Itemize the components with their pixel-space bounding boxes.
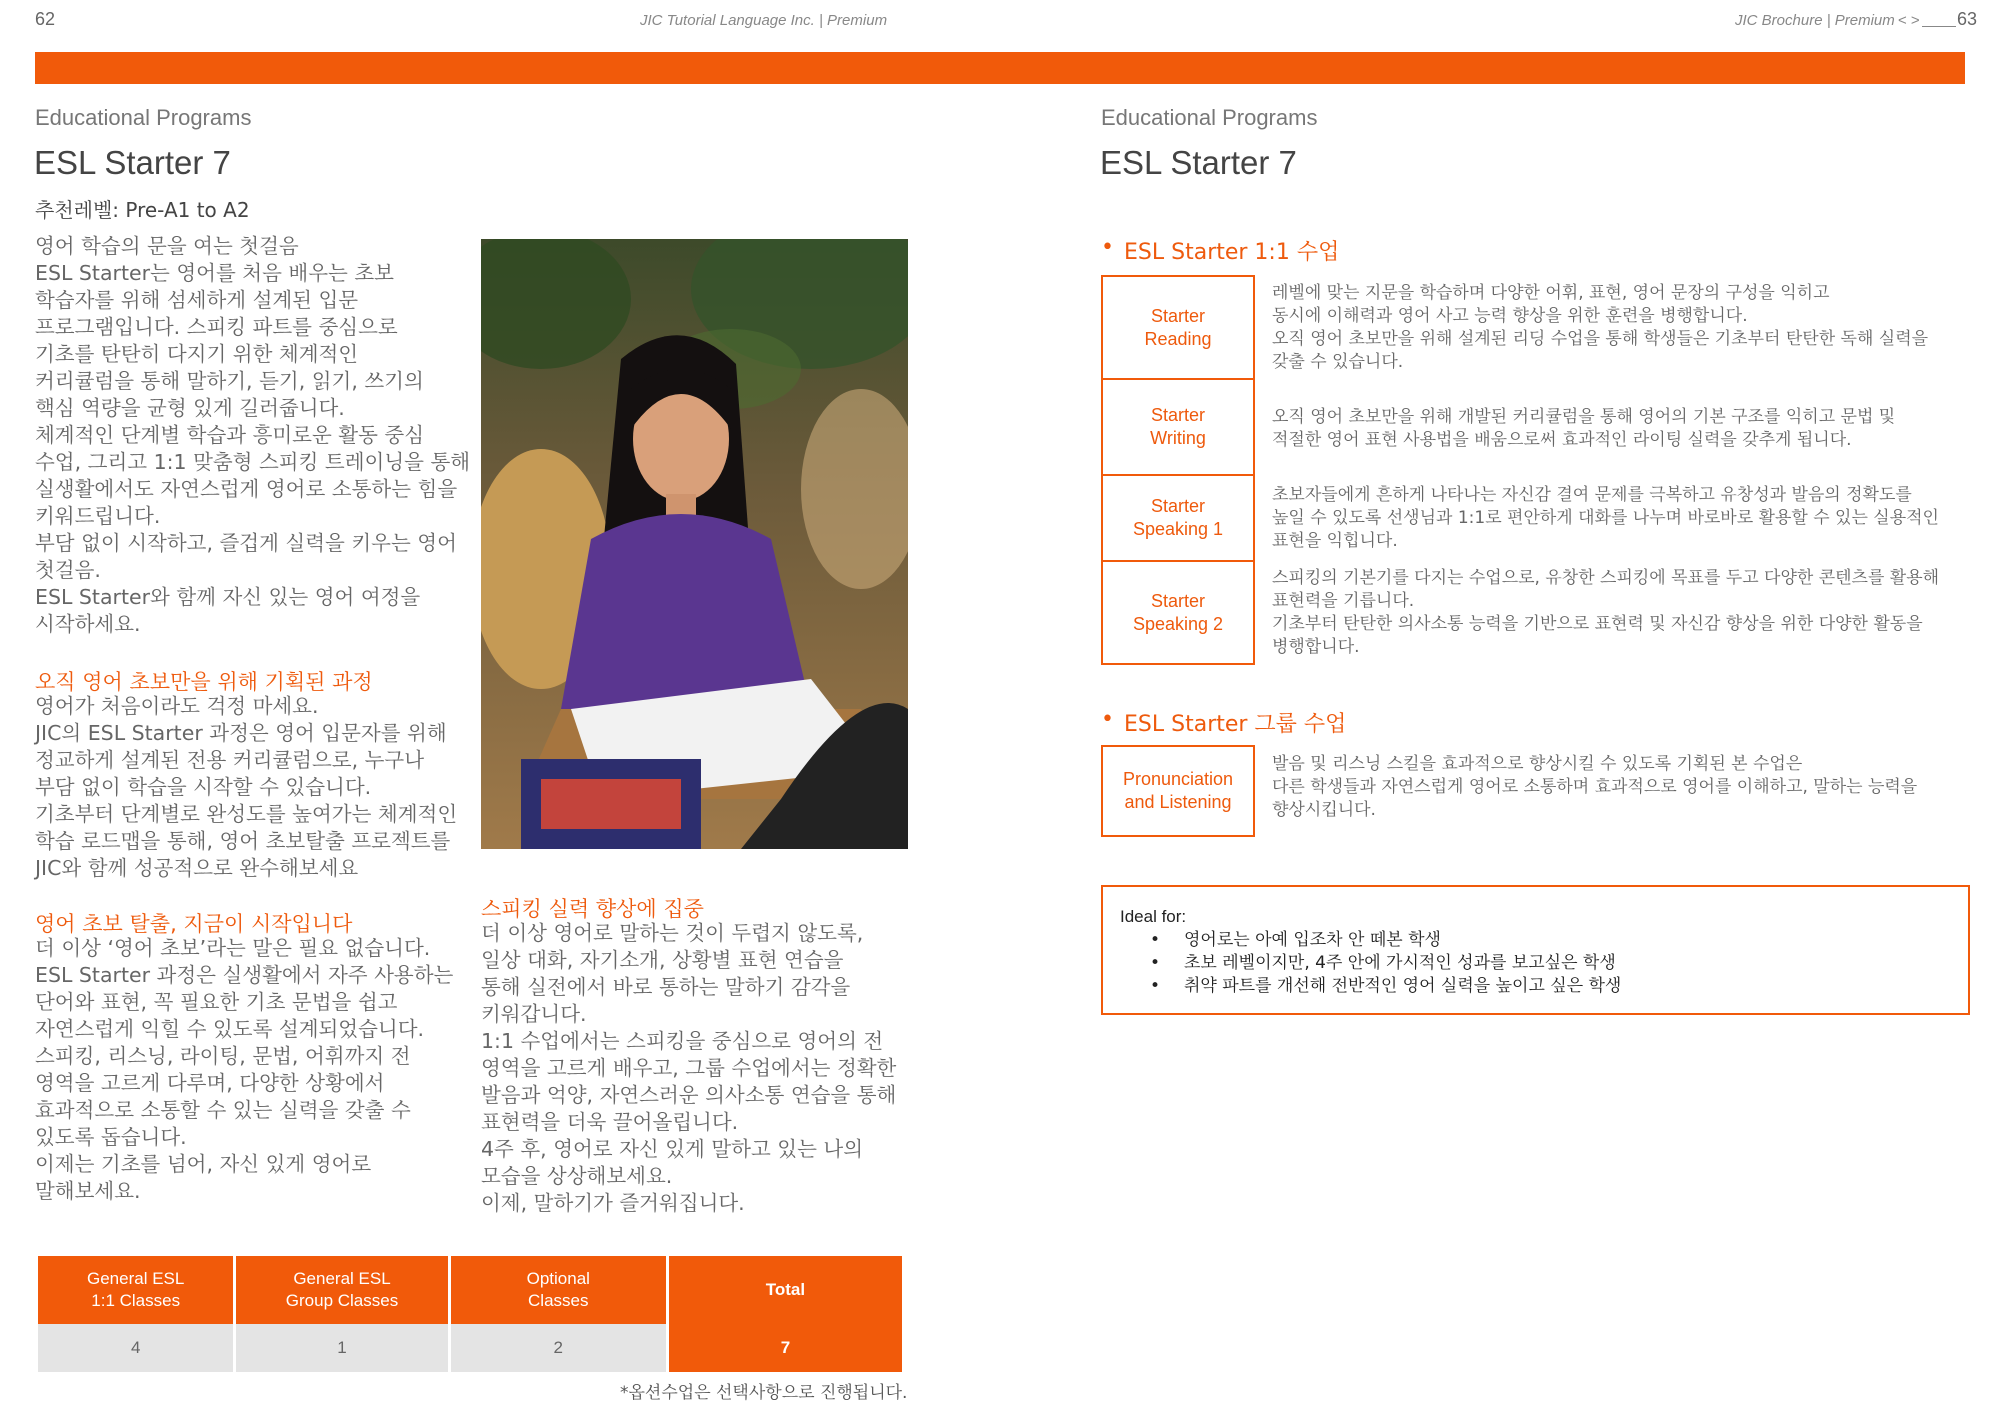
table-header-cell: General ESL 1:1 Classes <box>38 1256 233 1324</box>
right-section-label: Educational Programs <box>1101 105 1318 130</box>
table-header-total: Total <box>669 1256 902 1324</box>
class-desc-speaking-2: 스피킹의 기본기를 다지는 수업으로, 유창한 스피킹에 목표를 두고 다양한 콘텐츠를 활용해 표현력을 기릅니다. 기초부터 탄탄한 의사소통 능력을 기반으로 표현력 및 자신감 향상을 위한 다양한 활동을 병행합니다. <box>1272 568 1940 657</box>
optional-class-note: *옵션수업은 선택사항으로 진행됩니다. <box>620 1383 908 1403</box>
recommended-level: 추천레벨: Pre-A1 to A2 <box>35 198 250 222</box>
table-row <box>38 1324 902 1372</box>
table-cell: 4 <box>38 1324 233 1372</box>
class-desc-speaking-1: 초보자들에게 흔하게 나타나는 자신감 결여 문제를 극복하고 유창성과 발음의 정확도를 높일 수 있도록 선생님과 1:1로 편안하게 대화를 나누며 바로바로 활용할 수 있는 실용적인 표현을 익힙니다. <box>1272 485 1939 551</box>
one-on-one-heading: ESL Starter 1:1 수업 <box>1124 240 1340 265</box>
list-item: • 취약 파트를 개선해 전반적인 영어 실력을 높이고 싶은 학생 <box>1184 975 1621 998</box>
left-section-label: Educational Programs <box>35 105 252 130</box>
right-running-header: JIC Brochure | Premium <box>1735 12 1895 29</box>
ideal-for-title: Ideal for: <box>1120 907 1187 926</box>
class-starter-writing: Starter Writing <box>1101 378 1255 476</box>
page-nav-arrows[interactable]: < > <box>1898 12 1920 29</box>
class-starter-speaking-1: Starter Speaking 1 <box>1101 474 1255 562</box>
class-count-table <box>35 1256 905 1372</box>
class-pronunciation-listening: Pronunciation and Listening <box>1101 745 1255 837</box>
class-starter-reading: Starter Reading <box>1101 275 1255 380</box>
right-page-title: ESL Starter 7 <box>1100 144 1297 181</box>
ideal-for-list <box>1144 929 1621 998</box>
bullet-icon: • <box>1101 235 1114 260</box>
section-heading-speaking: 스피킹 실력 향상에 집중 <box>481 897 704 921</box>
section-body-speaking: 더 이상 영어로 말하는 것이 두렵지 않도록, 일상 대화, 자기소개, 상황별 표현 연습을 통해 실전에서 바로 통하는 말하기 감각을 키워갑니다. 1:1 수업에서는 스피킹을 중심으로 영어의 전 영역을 고르게 배우고, 그룹 수업에서는 정확한 발음과 억양, 자연스러운 의사소통 연습을 통해 표현력을 더욱 끌어올립니다. 4주 후, 영어로 자신 있게 말하고 있는 나의 모습을 상상해보세요. 이제, 말하기가 즐거워집니다. <box>481 921 897 1215</box>
bullet-icon: • <box>1101 707 1114 732</box>
class-desc-reading: 레벨에 맞는 지문을 학습하며 다양한 어휘, 표현, 영어 문장의 구성을 익히고 동시에 이해력과 영어 사고 능력 향상을 위한 훈련을 병행합니다. 오직 영어 초보만을 위해 설계된 리딩 수업을 통해 학생들은 기초부터 탄탄한 독해 실력을 갖출 수 있습니다. <box>1272 283 1929 372</box>
class-starter-speaking-2: Starter Speaking 2 <box>1101 560 1255 665</box>
section-heading-escape: 영어 초보 탈출, 지금이 시작입니다 <box>35 912 353 936</box>
left-running-header: JIC Tutorial Language Inc. | Premium <box>640 12 888 29</box>
section-body-escape: 더 이상 ‘영어 초보’라는 말은 필요 없습니다. ESL Starter 과정은 실생활에서 자주 사용하는 단어와 표현, 꼭 필요한 기초 문법을 쉽고 자연스럽게 익힐 수 있도록 설계되었습니다. 스피킹, 리스닝, 라이팅, 문법, 어휘까지 전 영역을 고르게 다루며, 다양한 상황에서 효과적으로 소통할 수 있는 실력을 갖출 수 있도록 돕습니다. 이제는 기초를 넘어, 자신 있게 영어로 말해보세요. <box>35 936 454 1203</box>
section-body-beginners: 영어가 처음이라도 걱정 마세요. JIC의 ESL Starter 과정은 영어 입문자를 위해 정교하게 설계된 전용 커리큘럼으로, 누구나 부담 없이 학습을 시작할 수 있습니다. 기초부터 단계별로 완성도를 높여가는 체계적인 학습 로드맵을 통해, 영어 초보탈출 프로젝트를 JIC와 함께 성공적으로 완수해보세요 <box>35 694 458 880</box>
left-page-title: ESL Starter 7 <box>34 144 231 181</box>
group-class-heading: ESL Starter 그룹 수업 <box>1124 712 1347 737</box>
table-cell: 2 <box>451 1324 666 1372</box>
table-header-cell: Optional Classes <box>451 1256 666 1324</box>
table-header-cell: General ESL Group Classes <box>236 1256 447 1324</box>
table-cell: 1 <box>236 1324 447 1372</box>
left-page-number: 62 <box>35 9 56 29</box>
page-number-underline <box>1922 26 1956 27</box>
section-heading-beginners: 오직 영어 초보만을 위해 기획된 과정 <box>35 670 373 694</box>
class-desc-writing: 오직 영어 초보만을 위해 개발된 커리큘럼을 통해 영어의 기본 구조를 익히고 문법 및 적절한 영어 표현 사용법을 배움으로써 효과적인 라이팅 실력을 갖추게 됩니다. <box>1272 407 1896 450</box>
table-header-row <box>38 1256 902 1324</box>
list-item: • 초보 레벨이지만, 4주 안에 가시적인 성과를 보고싶은 학생 <box>1184 952 1621 975</box>
class-desc-pronunciation: 발음 및 리스닝 스킬을 효과적으로 향상시킬 수 있도록 기획된 본 수업은 다른 학생들과 자연스럽게 영어로 소통하며 효과적으로 영어를 이해하고, 말하는 능력을 향상시킵니다. <box>1272 754 1918 820</box>
ideal-for-box <box>1101 885 1970 1015</box>
intro-paragraph: 영어 학습의 문을 여는 첫걸음 ESL Starter는 영어를 처음 배우는 초보 학습자를 위해 섬세하게 설계된 입문 프로그램입니다. 스피킹 파트를 중심으로 기초를 탄탄히 다지기 위한 체계적인 커리큘럼을 통해 말하기, 듣기, 읽기, 쓰기의 핵심 역량을 균형 있게 길러줍니다. 체계적인 단계별 학습과 흥미로운 활동 중심 수업, 그리고 1:1 맞춤형 스피킹 트레이닝을 통해 실생활에서도 자연스럽게 영어로 소통하는 힘을 키워드립니다. 부담 없이 시작하고, 즐겁게 실력을 키우는 영어 첫걸음. ESL Starter와 함께 자신 있는 영어 여정을 시작하세요. <box>35 234 471 636</box>
table-cell-total: 7 <box>669 1324 902 1372</box>
right-page-number: 63 <box>1957 9 1978 29</box>
header-accent-bar <box>35 52 1965 84</box>
list-item: • 영어로는 아예 입조차 안 떼본 학생 <box>1184 929 1621 952</box>
student-photo <box>481 239 908 849</box>
